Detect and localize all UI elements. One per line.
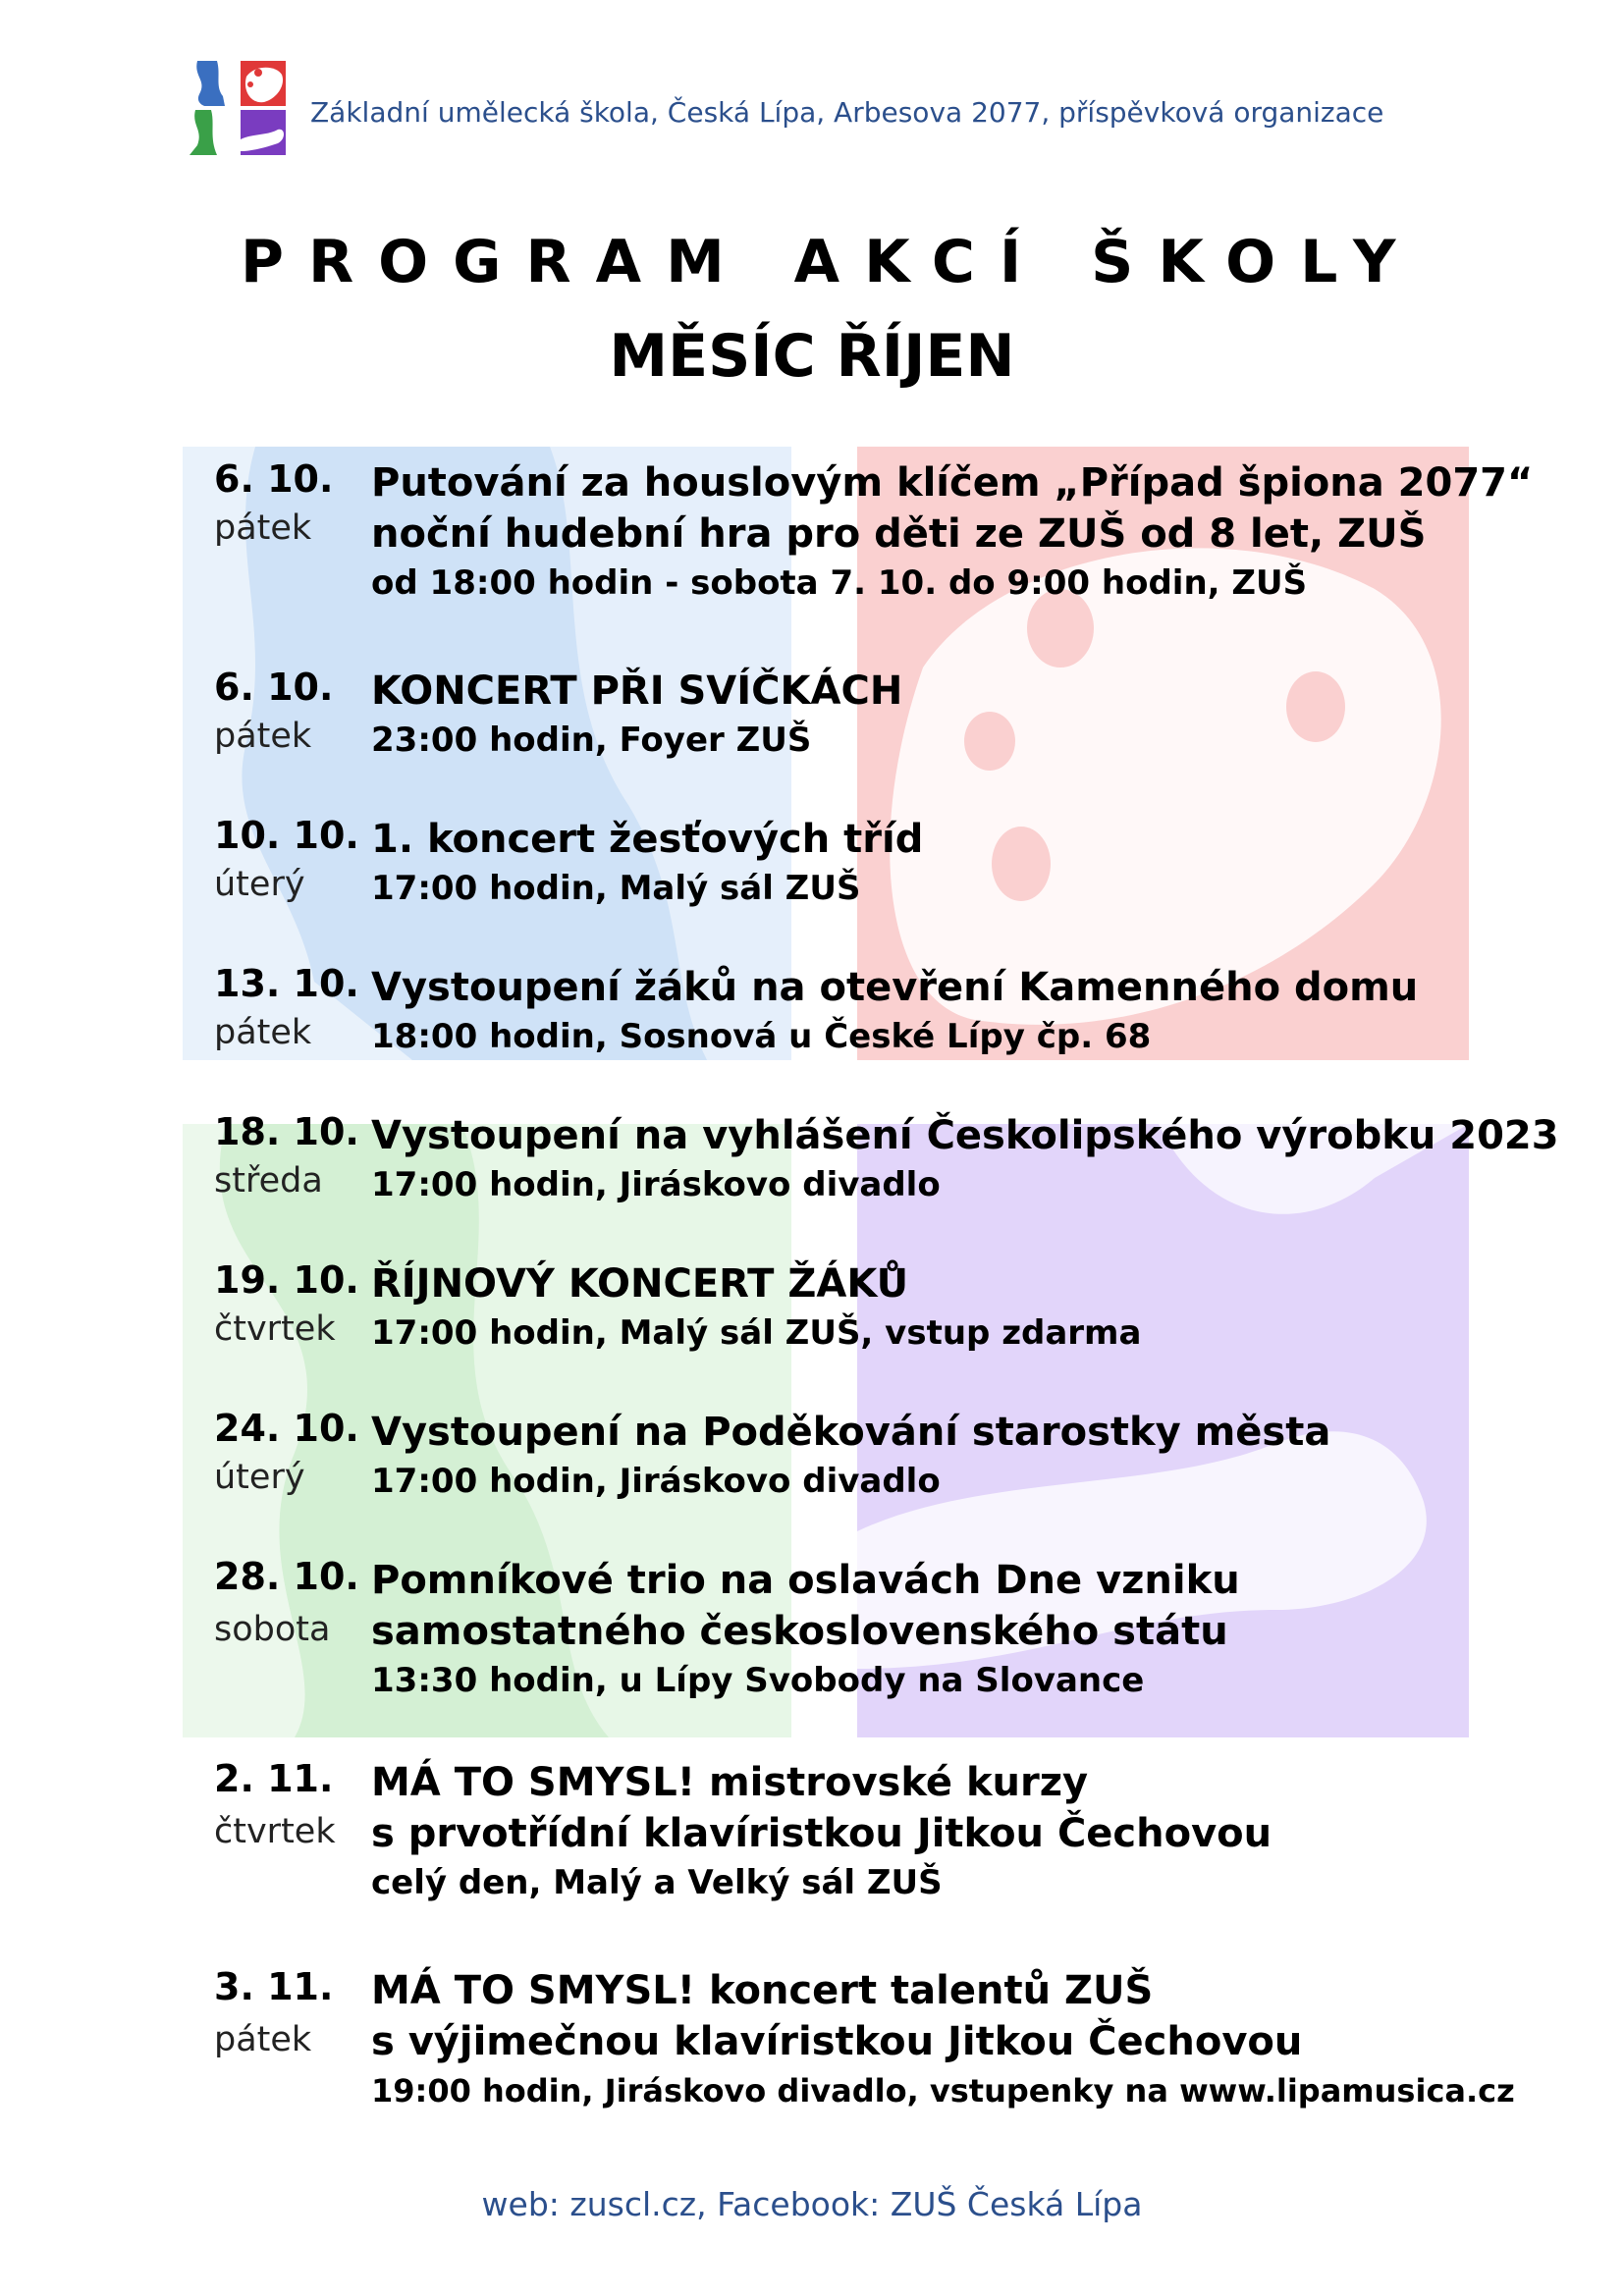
event-title: s výjimečnou klavíristkou Jitkou Čechovou <box>371 2019 1303 2064</box>
event-day: pátek <box>214 1013 312 1052</box>
page-subtitle: MĚSÍC ŘÍJEN <box>609 322 1015 391</box>
event-title: samostatného československého státu <box>371 1609 1228 1654</box>
event-date: 18. 10. <box>214 1110 359 1153</box>
event-detail: 18:00 hodin, Sosnová u České Lípy čp. 68 <box>371 1017 1152 1056</box>
event-date: 6. 10. <box>214 457 334 501</box>
event-title: noční hudební hra pro děti ze ZUŠ od 8 let, ZUŠ <box>371 511 1427 557</box>
event-detail: 17:00 hodin, Malý sál ZUŠ, vstup zdarma <box>371 1313 1142 1353</box>
event-day: úterý <box>214 1458 305 1497</box>
event-day: pátek <box>214 508 312 548</box>
event-title: Putování za houslovým klíčem „Případ špiona 2077“ <box>371 460 1534 506</box>
event-detail: 19:00 hodin, Jiráskovo divadlo, vstupenky na www.lipamusica.cz <box>371 2072 1515 2109</box>
event-title: MÁ TO SMYSL! koncert talentů ZUŠ <box>371 1968 1154 2013</box>
event-title: Pomníkové trio na oslavách Dne vzniku <box>371 1558 1240 1603</box>
event-title: Vystoupení žáků na otevření Kamenného domu <box>371 965 1419 1010</box>
event-detail: 13:30 hodin, u Lípy Svobody na Slovance <box>371 1661 1145 1700</box>
event-detail: 17:00 hodin, Jiráskovo divadlo <box>371 1165 941 1204</box>
event-date: 3. 11. <box>214 1965 334 2008</box>
event-day: sobota <box>214 1610 331 1649</box>
event-title: s prvotřídní klavíristkou Jitkou Čechovou <box>371 1811 1272 1856</box>
event-detail: od 18:00 hodin - sobota 7. 10. do 9:00 hodin, ZUŠ <box>371 563 1308 603</box>
event-day: úterý <box>214 865 305 904</box>
event-title: Vystoupení na vyhlášení Českolipského výrobku 2023 <box>371 1113 1559 1158</box>
event-day: čtvrtek <box>214 1309 336 1349</box>
event-title: Vystoupení na Poděkování starostky města <box>371 1410 1331 1455</box>
event-detail: 17:00 hodin, Malý sál ZUŠ <box>371 869 861 908</box>
event-day: středa <box>214 1161 323 1201</box>
event-date: 13. 10. <box>214 962 359 1005</box>
event-date: 19. 10. <box>214 1258 359 1302</box>
event-date: 24. 10. <box>214 1407 359 1450</box>
event-title: 1. koncert žesťových tříd <box>371 817 924 862</box>
event-day: pátek <box>214 2020 312 2059</box>
event-title: KONCERT PŘI SVÍČKÁCH <box>371 668 903 714</box>
event-title: MÁ TO SMYSL! mistrovské kurzy <box>371 1760 1089 1805</box>
event-title: ŘÍJNOVÝ KONCERT ŽÁKŮ <box>371 1261 909 1307</box>
event-detail: celý den, Malý a Velký sál ZUŠ <box>371 1863 943 1902</box>
footer-contact: web: zuscl.cz, Facebook: ZUŠ Česká Lípa <box>481 2185 1143 2223</box>
event-detail: 17:00 hodin, Jiráskovo divadlo <box>371 1462 941 1501</box>
organization-name: Základní umělecká škola, Česká Lípa, Arbesova 2077, příspěvková organizace <box>310 96 1384 129</box>
event-day: pátek <box>214 717 312 756</box>
page-title: PROGRAM AKCÍ ŠKOLY <box>241 228 1421 296</box>
event-date: 10. 10. <box>214 814 359 857</box>
event-date: 28. 10. <box>214 1555 359 1598</box>
event-detail: 23:00 hodin, Foyer ZUŠ <box>371 721 812 760</box>
school-logo <box>189 61 286 155</box>
event-date: 6. 10. <box>214 666 334 709</box>
event-day: čtvrtek <box>214 1812 336 1851</box>
event-date: 2. 11. <box>214 1757 334 1800</box>
